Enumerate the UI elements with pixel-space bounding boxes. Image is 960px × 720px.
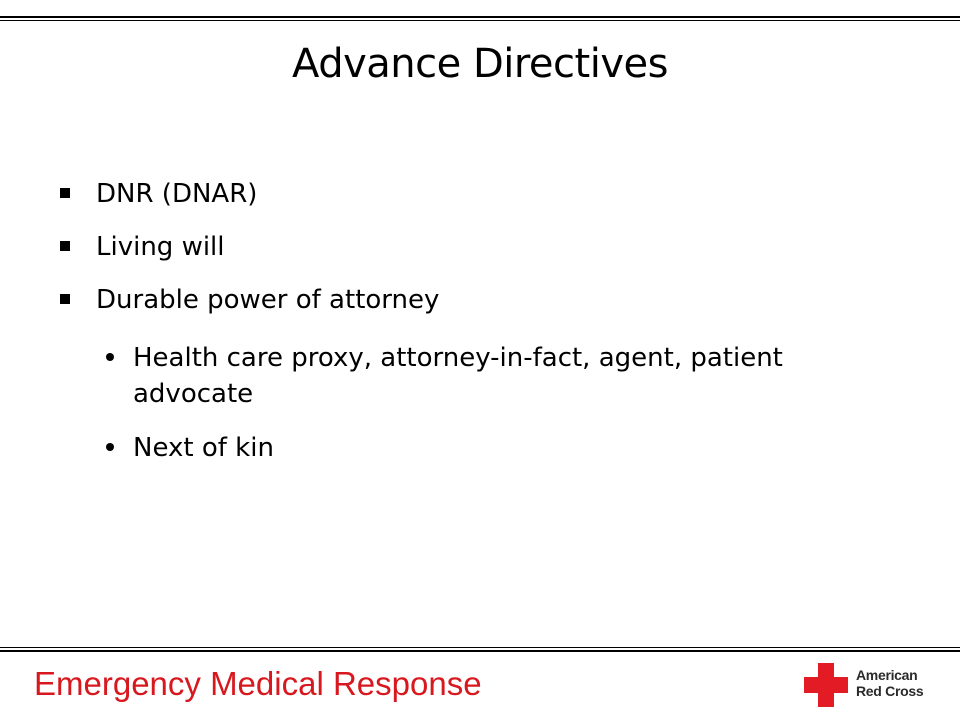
slide-body (58, 176, 918, 484)
sub-bullet-text: Health care proxy, attorney-in-fact, agent, patient advocate (133, 343, 783, 409)
logo-line-2: Red Cross (856, 683, 924, 699)
slide-title: Advance Directives (292, 41, 668, 87)
sub-bullet-text: Next of kin (133, 433, 274, 463)
course-title: Emergency Medical Response (34, 665, 482, 702)
sub-bullet-item (58, 340, 873, 412)
logo-line-1: American (856, 667, 918, 683)
bottom-divider-thick (0, 650, 960, 652)
american-red-cross-logo (804, 661, 939, 709)
bullet-item (58, 176, 918, 212)
bullet-text: DNR (DNAR) (96, 179, 258, 209)
bullet-item (58, 229, 918, 265)
square-bullet-icon (60, 294, 70, 304)
logo-wordmark (856, 667, 923, 699)
bullet-text: Durable power of attorney (96, 285, 440, 315)
square-bullet-icon (60, 188, 70, 198)
round-bullet-icon (106, 353, 114, 361)
bottom-divider-thin (0, 647, 960, 648)
top-divider-thin (0, 20, 960, 21)
bullet-text: Living will (96, 232, 225, 262)
sub-bullet-item (58, 430, 873, 466)
square-bullet-icon (60, 241, 70, 251)
sub-bullet-list (58, 340, 918, 466)
round-bullet-icon (106, 443, 114, 451)
bullet-item (58, 282, 918, 318)
top-divider-thick (0, 16, 960, 18)
red-cross-icon (804, 663, 848, 707)
